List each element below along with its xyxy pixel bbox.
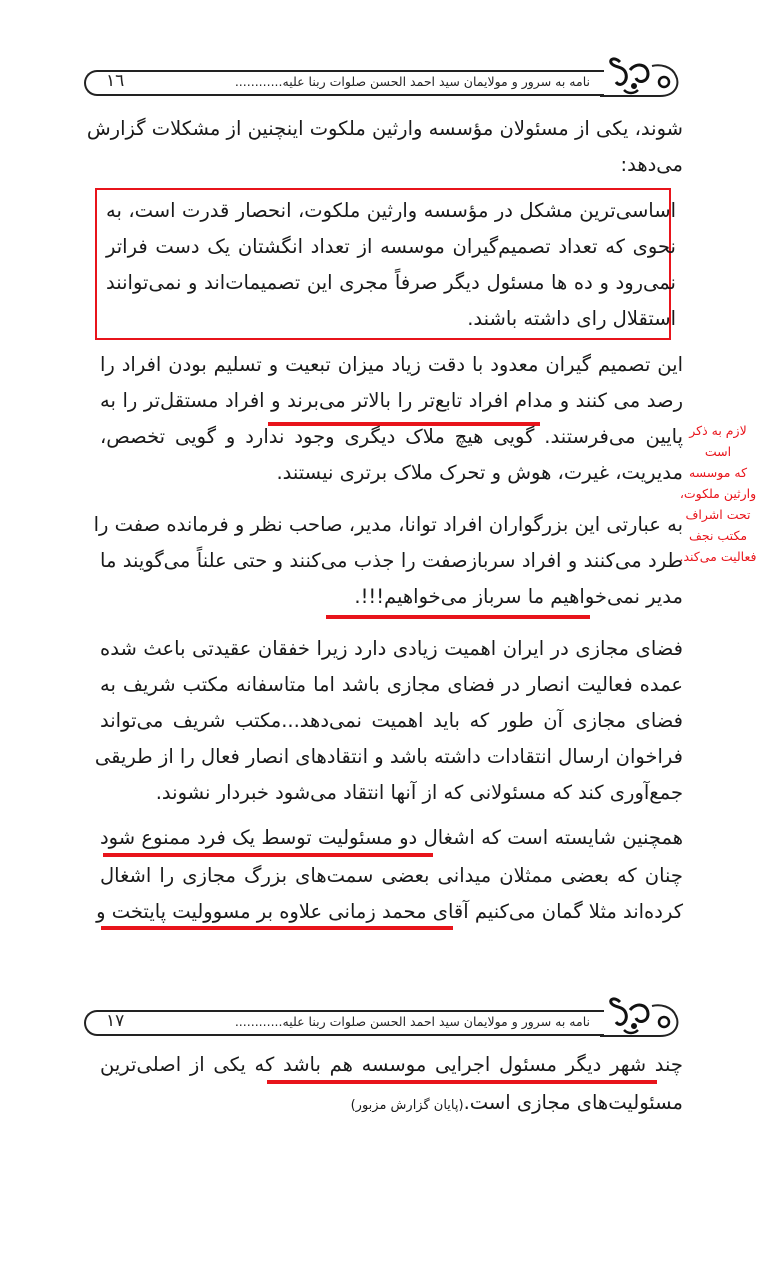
- floral-ornament-icon: [590, 52, 682, 98]
- side-note-line: که موسسه: [688, 465, 748, 480]
- side-annotation: [678, 420, 758, 567]
- side-note-line: فعالیت می‌کند.: [679, 549, 757, 564]
- paragraph-line: این تصمیم گیران معدود با دقت زیاد میزان تبعیت و تسلیم بودن افراد را: [100, 353, 683, 376]
- paragraph-line: چند شهر دیگر مسئول اجرایی موسسه هم باشد که یکی از اصلی‌ترین: [100, 1053, 683, 1076]
- paragraph-line: مدیر نمی‌خواهیم ما سرباز می‌خواهیم!!!.: [354, 585, 683, 608]
- red-underline: [267, 1080, 657, 1084]
- quote-line: استقلال رای داشته باشند.: [467, 307, 676, 330]
- paragraph-line: رصد می کنند و مدام افراد تابع‌تر را بالاتر می‌برند و افراد مستقل‌تر را به: [100, 389, 683, 412]
- side-note-line: وارثین ملکوت،: [679, 486, 757, 501]
- quote-line: اساسی‌ترین مشکل در مؤسسه وارثین ملکوت، انحصار قدرت است، به: [106, 199, 676, 222]
- closing-sentence: مسئولیت‌های مجازی است.: [463, 1091, 683, 1114]
- red-underline: [101, 926, 453, 930]
- quote-line: نمی‌رود و ده ها مسئول دیگر صرفاً مجری این تصمیمات‌اند و نمی‌توانند: [106, 271, 676, 294]
- quote-line: نحوی که تعداد تصمیم‌گیران موسسه از تعداد انگشتان یک دست فراتر: [106, 235, 676, 258]
- intro-line: می‌دهد:: [620, 153, 683, 176]
- paragraph-line: چنان که بعضی ممثلان میدانی بعضی سمت‌های بزرگ مجازی را اشغال: [100, 864, 683, 887]
- paragraph-line: عمده فعالیت انصار در فضای مجازی باشد اما متاسفانه مکتب شریف به: [100, 673, 683, 696]
- paragraph-line: مدیریت، غیرت، هوش و تحرک ملاک برتری نیستند.: [276, 461, 683, 484]
- page-header-17: [84, 992, 682, 1038]
- side-note-line: تحت اشراف: [685, 507, 751, 522]
- paragraph-line: [351, 1088, 683, 1121]
- floral-ornament-icon: [590, 992, 682, 1038]
- paragraph-line: فراخوان ارسال انتقادات داشته باشد و انتقادهای انصار فعال را از طریقی: [94, 745, 683, 768]
- red-underline: [326, 615, 590, 619]
- side-note-line: لازم به ذکر است: [689, 423, 747, 459]
- running-header-title: نامه به سرور و مولایمان سید احمد الحسن صلوات ربنا علیه............: [234, 1014, 590, 1029]
- red-underline: [103, 853, 433, 857]
- paragraph-line: کرده‌اند مثلا گمان می‌کنیم آقای محمد زمانی علاوه بر مسوولیت پایتخت و: [96, 900, 683, 923]
- paragraph-line: طرد می‌کنند و افراد سربازصفت را جذب می‌کنند و حتی علناً می‌گویند ما: [100, 549, 683, 572]
- page-number: ١٦: [106, 71, 125, 91]
- end-of-report-note: (پایان گزارش مزبور): [350, 1098, 464, 1113]
- paragraph-line: جمع‌آوری کند که مسئولانی که از آنها انتقاد می‌شود خبردار نشوند.: [155, 781, 683, 804]
- paragraph-line: به عبارتی این بزرگواران افراد توانا، مدیر، صاحب نظر و فرمانده صفت را: [93, 513, 683, 536]
- side-note-line: مکتب نجف: [688, 528, 748, 543]
- paragraph-line: فضای مجازی آن طور که باید اهمیت نمی‌دهد...مکتب شریف می‌تواند: [100, 709, 683, 732]
- paragraph-line: پایین می‌فرستند. گویی هیچ ملاک دیگری وجود ندارد و گویی تخصص،: [100, 425, 683, 448]
- paragraph-line: فضای مجازی در ایران اهمیت زیادی دارد زیرا خفقان عقیدتی باعث شده: [100, 637, 683, 660]
- intro-line: شوند، یکی از مسئولان مؤسسه وارثین ملکوت اینچنین از مشکلات گزارش: [86, 117, 683, 140]
- page-header-16: [84, 52, 682, 98]
- page-number: ١٧: [106, 1011, 125, 1031]
- paragraph-line: همچنین شایسته است که اشغال دو مسئولیت توسط یک فرد ممنوع شود: [100, 826, 683, 849]
- running-header-title: نامه به سرور و مولایمان سید احمد الحسن صلوات ربنا علیه............: [234, 74, 590, 89]
